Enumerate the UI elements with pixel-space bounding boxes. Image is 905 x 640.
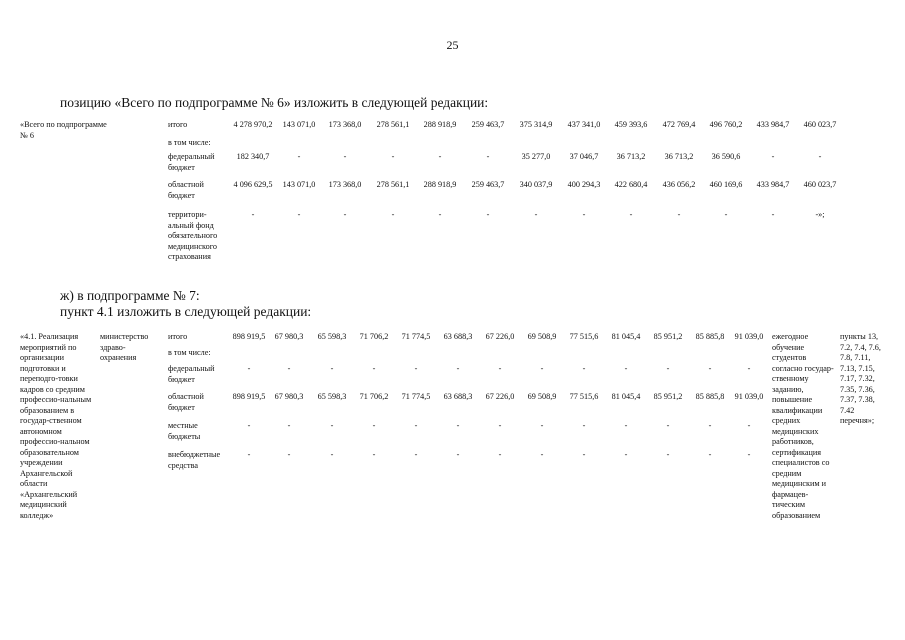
table-cell: 91 039,0 xyxy=(734,332,764,341)
table-cell: 436 056,2 xyxy=(662,180,696,189)
table-cell: 65 598,3 xyxy=(317,392,347,401)
heading-item-4-1: пункт 4.1 изложить в следующей редакции: xyxy=(60,304,312,319)
position-label: «Всего по подпрограмме № 6 xyxy=(20,120,107,140)
table-cell: - xyxy=(629,210,633,219)
heading-subprogram-7: ж) в подпрограмме № 7: xyxy=(60,288,200,303)
table-cell: 143 071,0 xyxy=(282,120,316,129)
table-cell: 422 680,4 xyxy=(614,180,648,189)
table-cell: - xyxy=(498,421,502,430)
table-cell: 85 885,8 xyxy=(695,332,725,341)
table-cell: 460 023,7 xyxy=(803,120,837,129)
table-cell: - xyxy=(498,364,502,373)
table-cell: - xyxy=(771,210,775,219)
table-cell: - xyxy=(582,450,586,459)
table-cell: - xyxy=(330,364,334,373)
measure-description: «4.1. Реализация мероприятий по организации подготовки и переподго-товки кадров со средним профессио-нальным образованием в государ-ственном автономном профессио-нальном образовательном учреждении Архангельской области «Архангельский медицинский колледж» xyxy=(20,332,92,520)
table-cell: - xyxy=(666,421,670,430)
table-cell: 63 688,3 xyxy=(443,332,473,341)
table-cell: 173 368,0 xyxy=(328,180,362,189)
table-cell: - xyxy=(540,421,544,430)
table-cell: 36 713,2 xyxy=(664,152,694,161)
table-cell: 77 515,6 xyxy=(569,332,599,341)
table-cell: - xyxy=(624,450,628,459)
table-cell: - xyxy=(747,364,751,373)
table-cell: - xyxy=(456,421,460,430)
row-label: внебюджетные средства xyxy=(168,450,221,470)
table-cell: - xyxy=(456,364,460,373)
table-cell: 67 226,0 xyxy=(485,332,515,341)
table-cell: - xyxy=(534,210,538,219)
row-label: федеральный бюджет xyxy=(168,364,215,384)
table-cell: - xyxy=(297,210,301,219)
row-label: областной бюджет xyxy=(168,180,204,200)
table-cell: - xyxy=(391,152,395,161)
table-cell: 898 919,5 xyxy=(232,392,266,401)
table-cell: - xyxy=(330,450,334,459)
table-cell: - xyxy=(438,152,442,161)
table-cell: - xyxy=(287,364,291,373)
table-cell: - xyxy=(677,210,681,219)
table-cell: - xyxy=(287,421,291,430)
expected-result: ежегодное обучение студентов согласно государ-ственному заданию, повышение квалификации средних медицинских работников, сертификация специалистов со средним медицинским и фармацев-тическим образованием xyxy=(772,332,834,520)
table-cell: - xyxy=(747,421,751,430)
table-cell: - xyxy=(414,364,418,373)
table-cell: 85 951,2 xyxy=(653,332,683,341)
table-cell: -»; xyxy=(815,210,825,219)
table-cell: 67 226,0 xyxy=(485,392,515,401)
table-cell: 472 769,4 xyxy=(662,120,696,129)
table-cell: 77 515,6 xyxy=(569,392,599,401)
row-label: федеральный бюджет xyxy=(168,152,215,172)
table-cell: - xyxy=(438,210,442,219)
table-cell: 85 885,8 xyxy=(695,392,725,401)
table-cell: 259 463,7 xyxy=(471,120,505,129)
table-cell: 433 984,7 xyxy=(756,180,790,189)
table-cell: - xyxy=(414,450,418,459)
page-number: 25 xyxy=(446,38,459,52)
table-cell: - xyxy=(540,450,544,459)
table-cell: 288 918,9 xyxy=(423,120,457,129)
table-cell: - xyxy=(624,364,628,373)
row-label: итого xyxy=(168,332,188,341)
table-cell: - xyxy=(372,364,376,373)
table-cell: - xyxy=(287,450,291,459)
table-cell: 67 980,3 xyxy=(274,332,304,341)
table-cell: - xyxy=(297,152,301,161)
table-cell: 37 046,7 xyxy=(569,152,599,161)
table-cell: - xyxy=(771,152,775,161)
table-cell: - xyxy=(708,450,712,459)
table-cell: 143 071,0 xyxy=(282,180,316,189)
table-cell: - xyxy=(486,152,490,161)
row-label: областной бюджет xyxy=(168,392,204,412)
table-cell: 36 590,6 xyxy=(711,152,741,161)
table-cell: 459 393,6 xyxy=(614,120,648,129)
row-label: местные бюджеты xyxy=(168,421,201,441)
table-cell: 375 314,9 xyxy=(519,120,553,129)
table-cell: - xyxy=(498,450,502,459)
table-cell: 400 294,3 xyxy=(567,180,601,189)
table-cell: 4 096 629,5 xyxy=(233,180,273,189)
table-cell: 91 039,0 xyxy=(734,392,764,401)
table-cell: - xyxy=(372,450,376,459)
row-label: в том числе: xyxy=(168,138,211,147)
table-cell: 36 713,2 xyxy=(616,152,646,161)
table-cell: 898 919,5 xyxy=(232,332,266,341)
indicators-reference: пункты 13, 7.2, 7.4, 7.6, 7.8, 7.11, 7.13, 7.15, 7.17, 7.32, 7.35, 7.36, 7.37, 7.38, 7.42 перечня»; xyxy=(840,332,881,425)
table-cell: - xyxy=(251,210,255,219)
table-cell: - xyxy=(724,210,728,219)
table-cell: 35 277,0 xyxy=(521,152,551,161)
table-cell: - xyxy=(456,450,460,459)
table-cell: 496 760,2 xyxy=(709,120,743,129)
table-cell: - xyxy=(391,210,395,219)
table-cell: - xyxy=(624,421,628,430)
row-label: территори-альный фонд обязательного медицинского страхования xyxy=(168,210,218,261)
table-cell: - xyxy=(343,152,347,161)
table-cell: 81 045,4 xyxy=(611,332,641,341)
table-cell: 460 169,6 xyxy=(709,180,743,189)
table-cell: - xyxy=(747,450,751,459)
table-cell: 259 463,7 xyxy=(471,180,505,189)
table-cell: - xyxy=(247,421,251,430)
table-cell: - xyxy=(486,210,490,219)
table-cell: 63 688,3 xyxy=(443,392,473,401)
table-cell: - xyxy=(582,210,586,219)
table-cell: - xyxy=(708,421,712,430)
row-label: итого xyxy=(168,120,188,129)
table-cell: - xyxy=(330,421,334,430)
table-cell: 71 774,5 xyxy=(401,392,431,401)
table-cell: 85 951,2 xyxy=(653,392,683,401)
table-cell: - xyxy=(666,364,670,373)
table-cell: 433 984,7 xyxy=(756,120,790,129)
table-cell: - xyxy=(247,450,251,459)
table-cell: - xyxy=(540,364,544,373)
table-cell: - xyxy=(582,364,586,373)
table-cell: 71 774,5 xyxy=(401,332,431,341)
table-cell: 69 508,9 xyxy=(527,332,557,341)
table-cell: 69 508,9 xyxy=(527,392,557,401)
heading-position-6: позицию «Всего по подпрограмме № 6» изложить в следующей редакции: xyxy=(60,95,489,110)
table-cell: 67 980,3 xyxy=(274,392,304,401)
table-cell: - xyxy=(708,364,712,373)
table-cell: 278 561,1 xyxy=(376,180,410,189)
table-cell: - xyxy=(247,364,251,373)
table-cell: - xyxy=(582,421,586,430)
table-cell: - xyxy=(666,450,670,459)
table-cell: 340 037,9 xyxy=(519,180,553,189)
table-cell: 437 341,0 xyxy=(567,120,601,129)
table-cell: 288 918,9 xyxy=(423,180,457,189)
executor: министерство здраво-охранения xyxy=(100,332,149,362)
table-cell: 278 561,1 xyxy=(376,120,410,129)
table-cell: - xyxy=(372,421,376,430)
table-cell: - xyxy=(414,421,418,430)
table-cell: 81 045,4 xyxy=(611,392,641,401)
table-cell: 71 706,2 xyxy=(359,392,389,401)
table-cell: 460 023,7 xyxy=(803,180,837,189)
table-cell: - xyxy=(343,210,347,219)
table-cell: 173 368,0 xyxy=(328,120,362,129)
row-label: в том числе: xyxy=(168,348,211,357)
table-cell: 65 598,3 xyxy=(317,332,347,341)
table-cell: 71 706,2 xyxy=(359,332,389,341)
table-cell: - xyxy=(818,152,822,161)
table-cell: 4 278 970,2 xyxy=(233,120,273,129)
table-cell: 182 340,7 xyxy=(236,152,270,161)
